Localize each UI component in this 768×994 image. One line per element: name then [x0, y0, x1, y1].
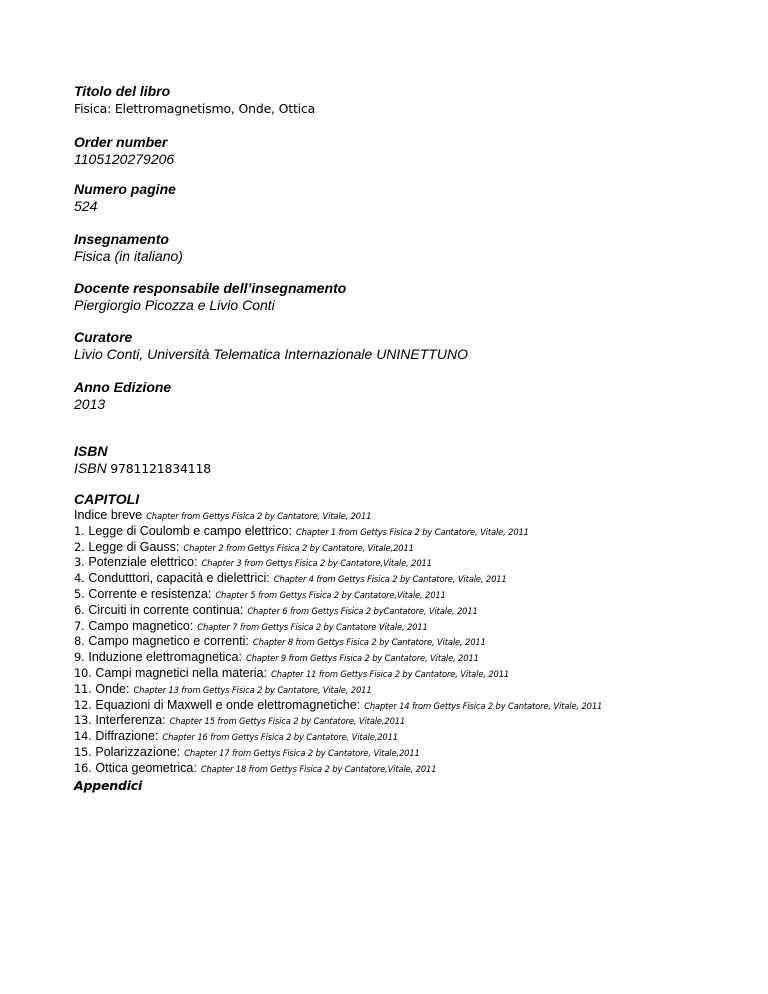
chapter-source: Chapter 3 from Gettys Fisica 2 by Cantatore,Vitale, 2011 — [201, 558, 432, 569]
field-docente — [74, 280, 346, 314]
numero-pagine-label: Numero pagine — [74, 181, 176, 197]
chapter-number: 10. — [74, 665, 92, 680]
chapter-item — [74, 650, 602, 666]
field-anno-edizione — [74, 379, 171, 413]
chapter-source: Chapter 6 from Gettys Fisica 2 byCantatore, Vitale, 2011 — [247, 605, 478, 616]
chapter-item — [74, 587, 602, 603]
chapter-title: Campo magnetico: — [88, 618, 194, 633]
chapter-item — [74, 713, 602, 729]
curatore-label: Curatore — [74, 329, 133, 345]
docente-label: Docente responsabile dell’insegnamento — [74, 280, 347, 296]
chapter-number: 12. — [74, 697, 92, 712]
field-curatore — [74, 329, 468, 363]
chapter-item — [74, 634, 602, 650]
chapter-number: 8. — [74, 634, 85, 649]
chapter-title: Equazioni di Maxwell e onde elettromagnetiche: — [95, 697, 361, 712]
appendici-label: Appendici — [74, 777, 143, 793]
field-capitoli — [74, 491, 602, 794]
chapter-title: Legge di Gauss: — [88, 539, 180, 554]
chapter-title: Corrente e resistenza: — [88, 586, 212, 601]
chapter-source: Chapter 4 from Gettys Fisica 2 by Cantatore, Vitale, 2011 — [273, 574, 507, 585]
chapter-item — [74, 508, 602, 524]
chapter-number: 9. — [74, 650, 85, 665]
chapter-item — [74, 698, 602, 714]
chapter-number: 11. — [74, 681, 92, 696]
chapter-number: 16. — [74, 760, 92, 775]
chapter-list — [74, 508, 602, 777]
chapter-number: 6. — [74, 602, 85, 617]
chapter-title: Condutttori, capacità e dielettrici: — [88, 571, 270, 586]
chapter-item — [74, 745, 602, 761]
chapter-source: Chapter 11 from Gettys Fisica 2 by Cantatore, Vitale, 2011 — [271, 668, 510, 679]
chapter-title: Campo magnetico e correnti: — [88, 634, 249, 649]
chapter-source: Chapter 7 from Gettys Fisica 2 by Cantatore Vitale, 2011 — [197, 621, 428, 632]
chapter-item — [74, 555, 602, 571]
chapter-title: Indice breve — [74, 508, 143, 522]
chapter-item — [74, 540, 602, 556]
chapter-number: 15. — [74, 744, 92, 759]
chapter-item — [74, 603, 602, 619]
chapter-source: Chapter 5 from Gettys Fisica 2 by Cantatore,Vitale, 2011 — [215, 589, 446, 600]
chapter-source: Chapter 1 from Gettys Fisica 2 by Cantatore, Vitale, 2011 — [295, 526, 529, 537]
chapter-title: Interferenza: — [95, 713, 166, 728]
chapter-source: Chapter 15 from Gettys Fisica 2 by Cantatore, Vitale,2011 — [169, 716, 406, 727]
chapter-item — [74, 524, 602, 540]
chapter-source: Chapter 2 from Gettys Fisica 2 by Cantatore, Vitale,2011 — [183, 542, 414, 553]
order-number-value: 1105120279206 — [74, 151, 175, 167]
insegnamento-value: Fisica (in italiano) — [74, 248, 183, 264]
chapter-source: Chapter 16 from Gettys Fisica 2 by Cantatore, Vitale,2011 — [162, 732, 398, 743]
isbn-label: ISBN — [74, 443, 108, 459]
chapter-item — [74, 571, 602, 587]
field-order-number — [74, 134, 174, 168]
field-numero-pagine — [74, 181, 176, 215]
chapter-number: 13. — [74, 713, 92, 728]
chapter-title: Legge di Coulomb e campo elettrico: — [88, 523, 292, 538]
chapter-number: 3. — [74, 555, 85, 570]
chapter-source: Chapter 8 from Gettys Fisica 2 by Cantatore, Vitale, 2011 — [252, 637, 486, 648]
chapter-source: Chapter 17 from Gettys Fisica 2 by Cantatore, Vitale,2011 — [184, 747, 420, 758]
insegnamento-label: Insegnamento — [74, 231, 169, 247]
chapter-number: 7. — [74, 618, 85, 633]
chapter-number: 1. — [74, 523, 85, 538]
chapter-source: Chapter from Gettys Fisica 2 by Cantatore, Vitale, 2011 — [146, 511, 372, 521]
isbn-line — [74, 460, 211, 478]
docente-value: Piergiorgio Picozza e Livio Conti — [74, 297, 275, 313]
chapter-title: Onde: — [95, 681, 130, 696]
field-isbn — [74, 443, 211, 478]
chapter-source: Chapter 13 from Gettys Fisica 2 by Cantatore, Vitale, 2011 — [133, 684, 372, 695]
anno-edizione-label: Anno Edizione — [74, 379, 172, 395]
chapter-title: Polarizzazione: — [95, 744, 181, 759]
chapter-number: 4. — [74, 571, 85, 586]
chapter-title: Circuiti in corrente continua: — [88, 602, 244, 617]
chapter-title: Diffrazione: — [95, 729, 159, 744]
titolo-value: Fisica: Elettromagnetismo, Onde, Ottica — [74, 101, 316, 116]
field-titolo — [74, 83, 315, 117]
chapter-item — [74, 761, 602, 777]
chapter-number: 5. — [74, 586, 85, 601]
chapter-item — [74, 729, 602, 745]
capitoli-label: CAPITOLI — [74, 491, 140, 507]
chapter-number: 14. — [74, 729, 92, 744]
chapter-item — [74, 666, 602, 682]
chapter-source: Chapter 14 from Gettys Fisica 2 by Cantatore, Vitale, 2011 — [364, 700, 603, 711]
chapter-title: Induzione elettromagnetica: — [88, 650, 242, 665]
titolo-label: Titolo del libro — [74, 83, 171, 99]
isbn-value: 9781121834118 — [110, 461, 211, 476]
order-number-label: Order number — [74, 134, 168, 150]
numero-pagine-value: 524 — [74, 198, 98, 214]
field-insegnamento — [74, 231, 183, 265]
chapter-title: Ottica geometrica: — [95, 760, 197, 775]
chapter-item — [74, 619, 602, 635]
chapter-number: 2. — [74, 539, 85, 554]
chapter-item — [74, 682, 602, 698]
curatore-value: Livio Conti, Università Telematica Internazionale UNINETTUNO — [74, 346, 468, 362]
chapter-source: Chapter 18 from Gettys Fisica 2 by Cantatore,Vitale, 2011 — [200, 763, 437, 774]
chapter-source: Chapter 9 from Gettys Fisica 2 by Cantatore, Vitale, 2011 — [245, 653, 479, 664]
chapter-title: Campi magnetici nella materia: — [95, 665, 267, 680]
anno-edizione-value: 2013 — [74, 396, 106, 412]
isbn-prefix: ISBN — [74, 460, 107, 476]
chapter-title: Potenziale elettrico: — [88, 555, 198, 570]
